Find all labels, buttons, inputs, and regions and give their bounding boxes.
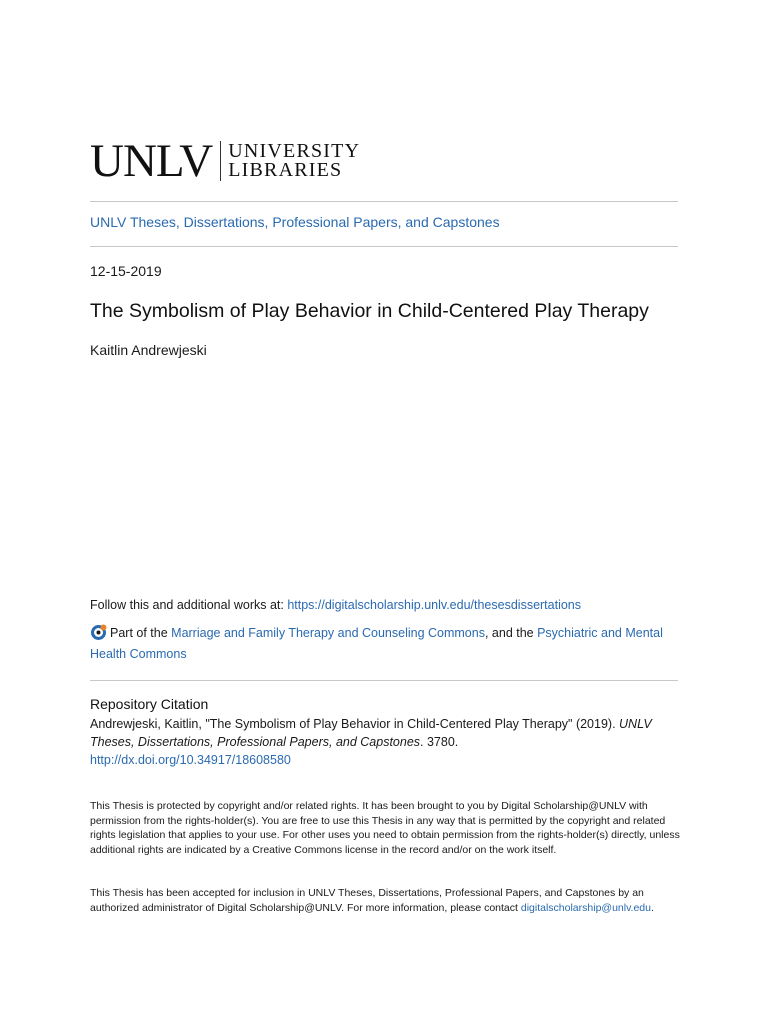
citation-text: Andrewjeski, Kaitlin, "The Symbolism of Play Behavior in Child-Centered Play Therapy" (2019). [90,717,620,731]
doi-link[interactable]: http://dx.doi.org/10.34917/18608580 [90,753,291,767]
marriage-family-therapy-commons-link[interactable]: Marriage and Family Therapy and Counseling Commons [171,626,485,640]
logo-mark: UNLV [90,135,213,187]
divider-top [90,201,678,202]
logo-divider [220,141,221,181]
acceptance-end: . [650,901,654,914]
citation-heading: Repository Citation [90,696,209,712]
publication-date: 12-15-2019 [90,263,162,279]
divider-series [90,246,678,247]
acceptance-text: This Thesis has been accepted for inclusion in UNLV Theses, Dissertations, Professional Papers, and Capstones by an authorized administrator of Digital Scholarship@UNLV. For more information, please contact [90,887,644,914]
follow-line [90,598,581,612]
unlv-libraries-logo [90,135,361,187]
citation-series: UNLV Theses, Dissertations, Professional Papers, and Capstones [90,717,652,749]
logo-subtitle [228,142,360,180]
follow-prefix: Follow this and additional works at: [90,598,288,612]
document-title: The Symbolism of Play Behavior in Child-Centered Play Therapy [90,300,649,322]
acceptance-notice [90,886,680,915]
divider-citation [90,680,678,681]
copyright-notice: This Thesis is protected by copyright and/or related rights. It has been brought to you by Digital Scholarship@UNLV with permission from the rights-holder(s). You are free to use this Thesis in any way that is permitted by the copyright and related rights legislation that applies to your use. For other uses you need to obtain permission from the rights-holder(s) directly, unless additional rights are indicated by a Creative Commons license in the record and/or on the work itself. [90,800,680,856]
part-of-middle: , and the [484,626,538,640]
psychiatric-mental-health-commons-link[interactable]: Psychiatric and Mental Health Commons [90,626,663,661]
citation-number: . 3780. [420,735,459,749]
contact-email-link[interactable]: digitalscholarship@unlv.edu [520,901,651,914]
logo-sub-line2: LIBRARIES [228,159,343,181]
part-of-prefix: Part of the [110,626,172,640]
follow-url-link[interactable]: https://digitalscholarship.unlv.edu/thesesdissertations [287,598,582,612]
author-name: Kaitlin Andrewjeski [90,342,207,358]
part-of-line [90,623,680,665]
series-link-container [90,214,500,230]
logo-sub-line1: UNIVERSITY [228,140,361,162]
citation-body [90,715,680,769]
commons-icon [90,623,108,641]
series-link[interactable]: UNLV Theses, Dissertations, Professional Papers, and Capstones [90,214,500,230]
